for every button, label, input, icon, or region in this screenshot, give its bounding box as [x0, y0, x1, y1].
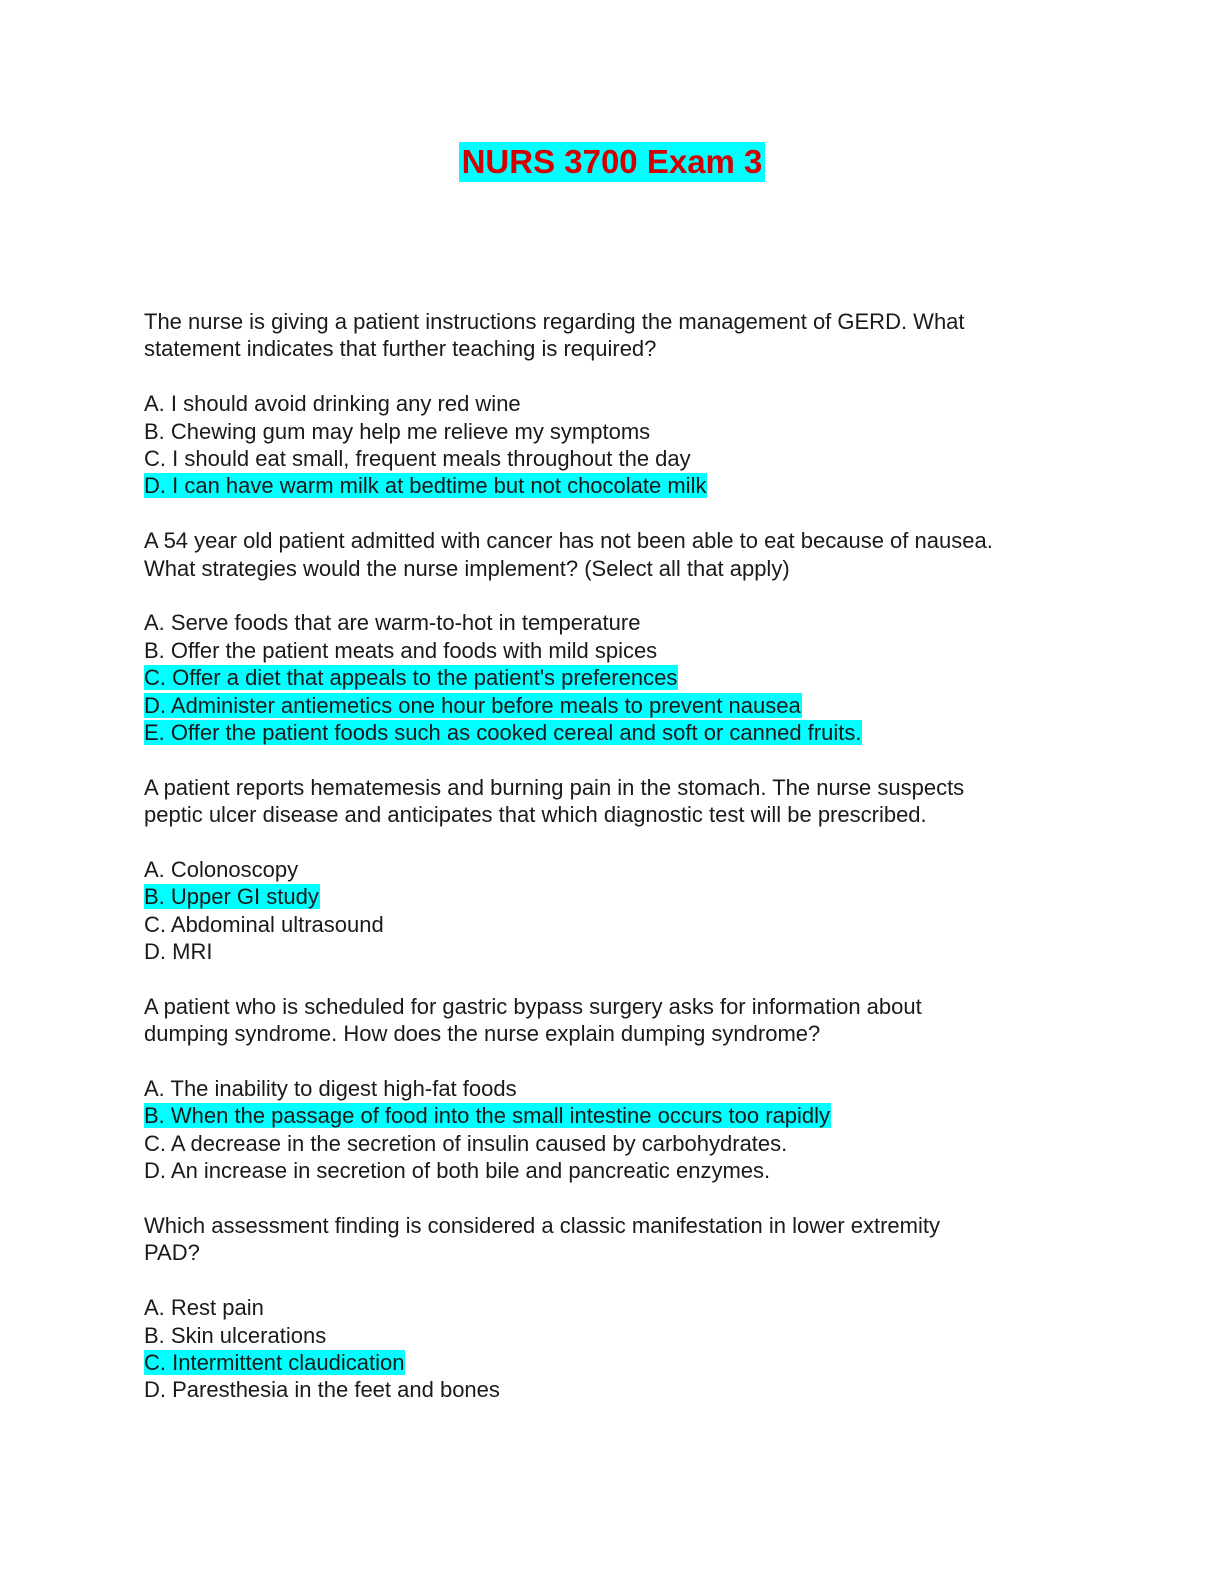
- question-stem: A patient who is scheduled for gastric bypass surgery asks for information about dumping syndrome. How does the nurse explain dumping syndrome?: [144, 993, 922, 1047]
- answer-option: [144, 1294, 1084, 1321]
- answer-option-text: C. A decrease in the secretion of insulin caused by carbohydrates.: [144, 1130, 788, 1156]
- answer-option: [144, 637, 1084, 664]
- question-block: [144, 993, 1084, 1185]
- answer-option-text: B. Upper GI study: [144, 884, 319, 910]
- answer-option-text: D. Paresthesia in the feet and bones: [144, 1377, 500, 1403]
- answer-option-text: A. Serve foods that are warm-to-hot in temperature: [144, 610, 641, 636]
- answer-option: [144, 911, 1084, 938]
- answer-option-text: B. Skin ulcerations: [144, 1322, 327, 1348]
- answer-option-text: A. I should avoid drinking any red wine: [144, 391, 521, 417]
- answer-option-text: D. Administer antiemetics one hour before meals to prevent nausea: [144, 692, 801, 718]
- question-stem: A patient reports hematemesis and burning pain in the stomach. The nurse suspects peptic ulcer disease and anticipates that which diagnostic test will be prescribed.: [144, 774, 965, 828]
- answer-option: [144, 445, 1084, 472]
- page-title: NURS 3700 Exam 3: [459, 142, 766, 182]
- answer-option-highlighted: [144, 664, 1084, 691]
- answer-option: [144, 609, 1084, 636]
- answer-option-highlighted: [144, 692, 1084, 719]
- answer-option-text: C. Intermittent claudication: [144, 1350, 405, 1375]
- answer-option: [144, 1157, 1084, 1184]
- answer-option: [144, 856, 1084, 883]
- question-block: [144, 774, 1084, 966]
- answer-option-text: B. Chewing gum may help me relieve my symptoms: [144, 418, 651, 444]
- answer-option-text: C. I should eat small, frequent meals throughout the day: [144, 445, 691, 471]
- answer-option-text: E. Offer the patient foods such as cooked cereal and soft or canned fruits.: [144, 719, 862, 745]
- answer-option-text: B. When the passage of food into the small intestine occurs too rapidly: [144, 1103, 831, 1129]
- answer-option-text: A. The inability to digest high-fat foods: [144, 1076, 517, 1102]
- answer-option: [144, 390, 1084, 417]
- answer-option-text: C. Abdominal ultrasound: [144, 911, 384, 937]
- answer-option: [144, 1376, 1084, 1403]
- answer-option-text: A. Colonoscopy: [144, 856, 299, 882]
- question-stem: Which assessment finding is considered a classic manifestation in lower extremity PAD?: [144, 1213, 940, 1266]
- answer-option: [144, 418, 1084, 445]
- title-container: [0, 142, 1224, 182]
- answer-option-text: A. Rest pain: [144, 1295, 264, 1321]
- questions-list: [144, 308, 1084, 1431]
- answer-option-text: B. Offer the patient meats and foods with mild spices: [144, 637, 658, 663]
- answer-option-text: D. MRI: [144, 939, 213, 965]
- answer-option-highlighted: [144, 472, 1084, 499]
- question-block: [144, 308, 1084, 500]
- answer-option: [144, 1322, 1084, 1349]
- answer-option-highlighted: [144, 1102, 1084, 1129]
- answer-option: [144, 1130, 1084, 1157]
- answer-option-highlighted: [144, 883, 1084, 910]
- question-block: [144, 527, 1084, 746]
- answer-option-highlighted: [144, 719, 1084, 746]
- answer-option-text: D. I can have warm milk at bedtime but not chocolate milk: [144, 473, 707, 499]
- question-block: [144, 1212, 1084, 1404]
- answer-option: [144, 1075, 1084, 1102]
- question-stem: A 54 year old patient admitted with cancer has not been able to eat because of nausea. What strategies would the nurse implement? (Select all that apply): [144, 528, 993, 581]
- answer-option: [144, 938, 1084, 965]
- answer-option-text: C. Offer a diet that appeals to the patient's preferences: [144, 665, 678, 691]
- answer-option-text: D. An increase in secretion of both bile and pancreatic enzymes.: [144, 1158, 771, 1184]
- answer-option-highlighted: [144, 1349, 1084, 1376]
- question-stem: The nurse is giving a patient instructions regarding the management of GERD. What statement indicates that further teaching is required?: [144, 309, 965, 362]
